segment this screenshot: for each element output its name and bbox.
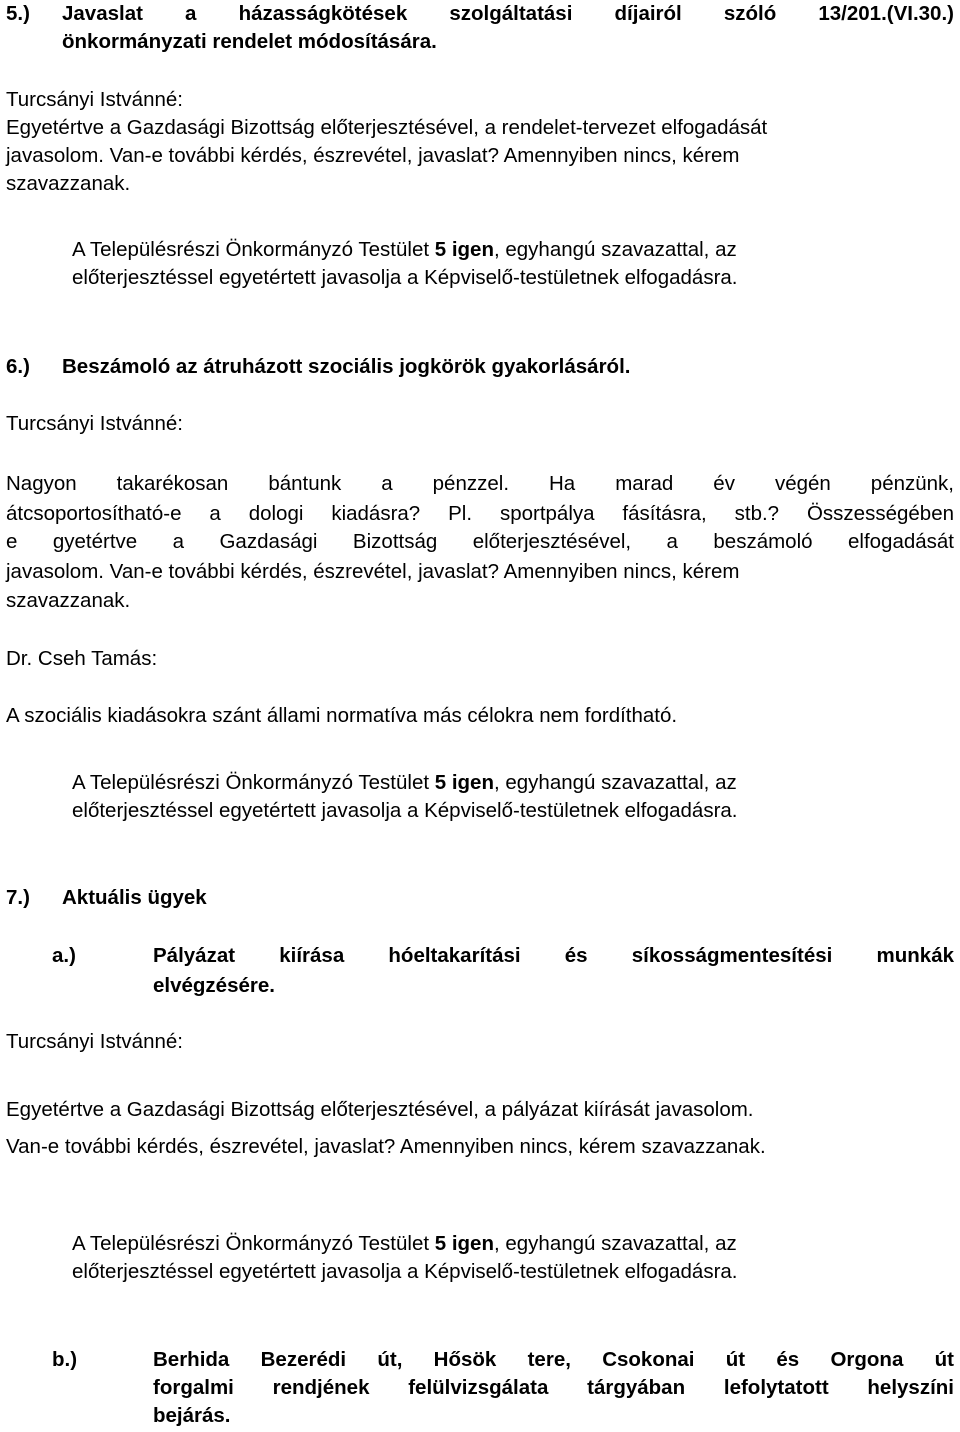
item7a-title-line2: elvégzésére. [153, 974, 275, 997]
item6-vote-line1 [72, 769, 954, 797]
item6-para-line2: átcsoportosítható-e a dologi kiadásra? Pl. sportpálya fásításra, stb.? Összességében [6, 502, 954, 525]
item7b-title-line1: Berhida Bezerédi út, Hősök tere, Csokonai út és Orgona út [153, 1348, 954, 1371]
item7a-vote-line1 [72, 1230, 954, 1258]
item6-para-line3: e gyetértve a Gazdasági Bizottság előterjesztésével, a beszámoló elfogadását [6, 530, 954, 553]
vote-text: , egyhangú szavazattal, az [493, 771, 737, 794]
item6-title: Beszámoló az átruházott szociális jogkörök gyakorlásáról. [62, 355, 631, 378]
item6-speaker: Turcsányi Istvánné: [6, 412, 183, 435]
item7b-title-line2: forgalmi rendjének felülvizsgálata tárgyában lefolytatott helyszíni [153, 1376, 954, 1399]
item5-title-line1: Javaslat a házasságkötések szolgáltatási díjairól szóló 13/201.(VI.30.) [62, 2, 954, 25]
item5-number: 5.) [6, 2, 30, 25]
item6-vote-line2: előterjesztéssel egyetértett javasolja a Képviselő-testületnek elfogadásra. [72, 799, 738, 822]
vote-count: 5 igen [434, 771, 494, 794]
item7a-para-line2: Van-e további kérdés, észrevétel, javaslat? Amennyiben nincs, kérem szavazzanak. [6, 1135, 766, 1158]
item7a-label: a.) [52, 944, 76, 967]
vote-text: , egyhangú szavazattal, az [493, 1232, 737, 1255]
item6-number: 6.) [6, 355, 30, 378]
item7-number: 7.) [6, 886, 30, 909]
item6-para-line4: javasolom. Van-e további kérdés, észrevétel, javaslat? Amennyiben nincs, kérem [6, 560, 740, 583]
item7a-title-line1: Pályázat kiírása hóeltakarítási és síkosságmentesítési munkák [153, 944, 954, 967]
vote-text: A Településrészi Önkormányzó Testület [72, 1232, 435, 1255]
item5-para-line1: Egyetértve a Gazdasági Bizottság előterjesztésével, a rendelet-tervezet elfogadását [6, 116, 768, 139]
item7a-speaker: Turcsányi Istvánné: [6, 1030, 183, 1053]
item7a-vote-line2: előterjesztéssel egyetértett javasolja a Képviselő-testületnek elfogadásra. [72, 1260, 738, 1283]
item6-speaker2: Dr. Cseh Tamás: [6, 647, 158, 670]
vote-text: A Településrészi Önkormányzó Testület [72, 238, 435, 261]
item7a-para-line1: Egyetértve a Gazdasági Bizottság előterjesztésével, a pályázat kiírását javasolom. [6, 1098, 754, 1121]
item7-title: Aktuális ügyek [62, 886, 207, 909]
item7b-title-line3: bejárás. [153, 1404, 231, 1427]
item6-para2: A szociális kiadásokra szánt állami normatíva más célokra nem fordítható. [6, 704, 678, 727]
vote-count: 5 igen [434, 1232, 494, 1255]
item5-vote-line1 [72, 236, 954, 264]
item5-para-line3: szavazzanak. [6, 172, 131, 195]
vote-count: 5 igen [434, 238, 494, 261]
item6-para-line1: Nagyon takarékosan bántunk a pénzzel. Ha marad év végén pénzünk, [6, 472, 954, 495]
item5-speaker: Turcsányi Istvánné: [6, 88, 183, 111]
vote-text: , egyhangú szavazattal, az [493, 238, 737, 261]
item6-para-line5: szavazzanak. [6, 589, 131, 612]
vote-text: A Településrészi Önkormányzó Testület [72, 771, 435, 794]
item5-para-line2: javasolom. Van-e további kérdés, észrevétel, javaslat? Amennyiben nincs, kérem [6, 144, 740, 167]
item7b-label: b.) [52, 1348, 78, 1371]
item5-title-line2: önkormányzati rendelet módosítására. [62, 30, 437, 53]
item5-vote-line2: előterjesztéssel egyetértett javasolja a Képviselő-testületnek elfogadásra. [72, 266, 738, 289]
